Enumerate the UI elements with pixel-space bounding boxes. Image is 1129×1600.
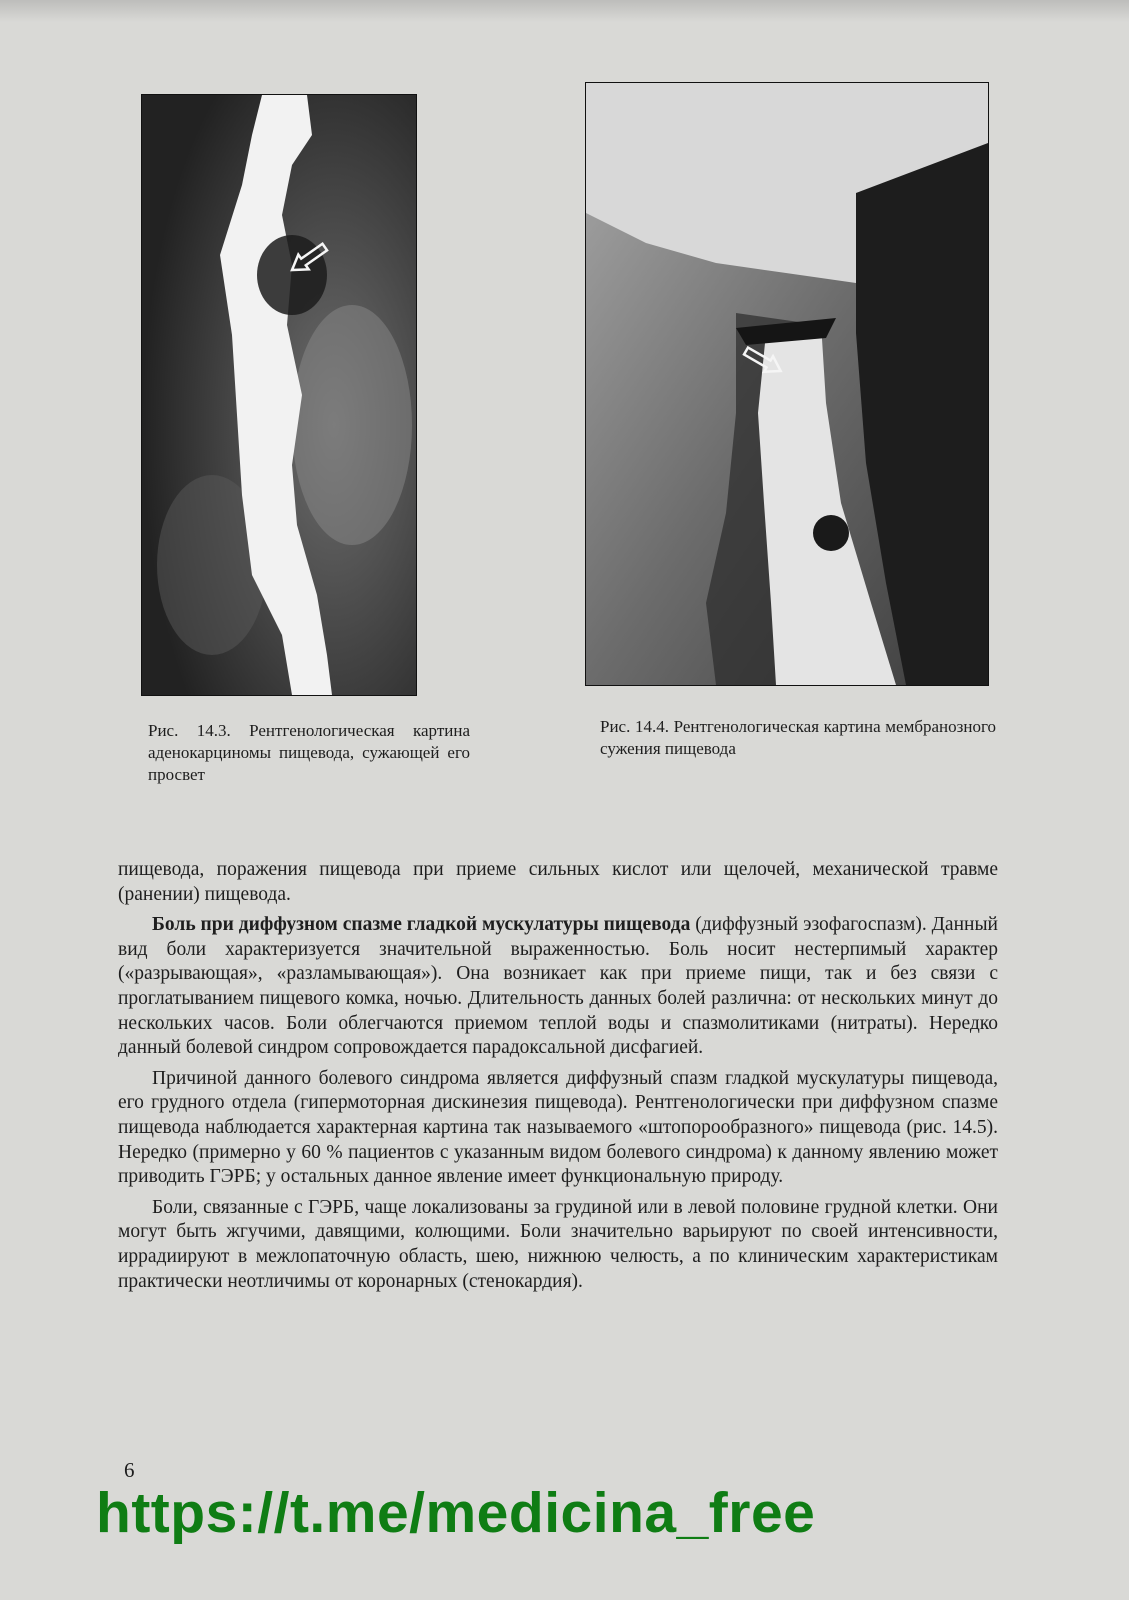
xray-image-adenocarcinoma [142, 95, 416, 695]
xray-image-membrane-stricture [586, 83, 988, 685]
paragraph: Причиной данного болевого синдрома является диффузный спазм гладкой мускулатуры пищевода, его грудного отдела (гипермоторная дискинезия пищевода). Рентгенологически при диффузном спазме пищевода наблюдается характерная картина так называемого «штопорообразного» пищевода (рис. 14.5). Нередко (примерно у 60 % пациентов с указанным видом болевого синдрома) к данному явлению может приводить ГЭРБ; у остальных данное явление имеет функциональную природу. [118, 1067, 998, 1188]
paragraph-text: (диффузный эзофагоспазм). Данный вид боли характеризуется значительной выраженностью. Боль носит нестерпимый характер («разрывающая», «разламывающая»). Она возникает как при приеме пищи, так и без связи с проглатыванием пищевого комка, ночью. Длительность данных болей различна: от нескольких минут до нескольких часов. Боли облегчаются приемом теплой воды и спазмолитиками (нитраты). Нередко данный болевой синдром сопровождается парадоксальной дисфагией. [118, 914, 998, 1059]
watermark-link[interactable]: https://t.me/medicina_free [96, 1481, 816, 1545]
figure-caption-14-4: Рис. 14.4. Рентгенологическая картина мембранозного сужения пищевода [600, 717, 996, 758]
paragraph-lead-bold: Боль при диффузном спазме гладкой мускулатуры пищевода [152, 914, 691, 936]
page-number: 6 [124, 1458, 135, 1482]
paragraph [118, 913, 998, 1061]
body-text [118, 858, 998, 1294]
figure-caption-14-3: Рис. 14.3. Рентгенологическая картина аденокарциномы пищевода, сужающей его просвет [148, 721, 470, 784]
xray-figure-14-3 [141, 94, 417, 696]
xray-figure-14-4 [585, 82, 989, 686]
paragraph: Боли, связанные с ГЭРБ, чаще локализованы за грудиной или в левой половине грудной клетки. Они могут быть жгучими, давящими, колющими. Боли значительно варьируют по своей интенсивности, иррадиируют в межлопаточную область, шею, нижнюю челюсть, а по клиническим характеристикам практически неотличимы от коронарных (стенокардия). [118, 1196, 998, 1292]
paragraph: пищевода, поражения пищевода при приеме сильных кислот или щелочей, механической травме (ранении) пищевода. [118, 859, 998, 905]
